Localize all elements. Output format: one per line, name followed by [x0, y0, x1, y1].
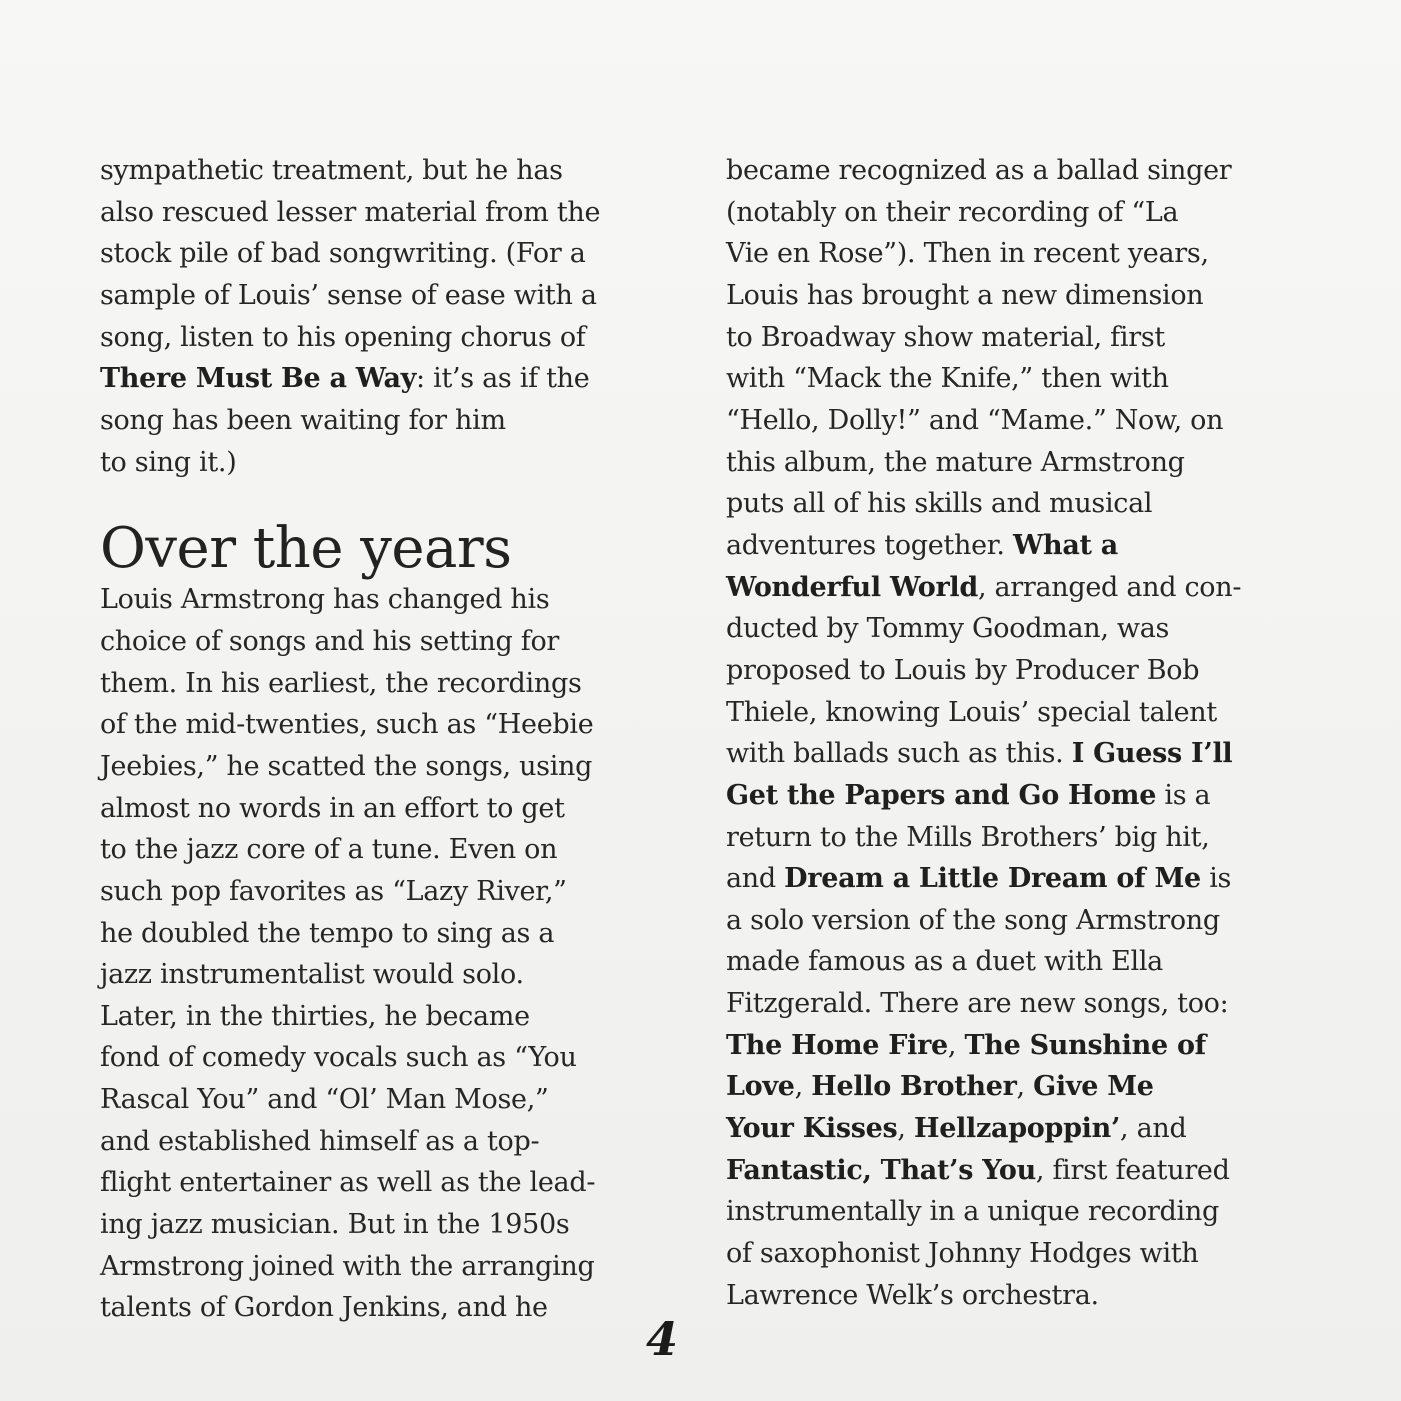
- right-paragraph-1-line: Lawrence Welk’s orchestra.: [726, 1279, 1099, 1311]
- left-paragraph-2-line: Rascal You” and “Ol’ Man Mose,”: [100, 1084, 549, 1116]
- left-paragraph-2-line: he doubled the tempo to sing as a: [100, 917, 555, 949]
- right-column: [726, 150, 1281, 1316]
- left-paragraph-2-line: Armstrong joined with the arranging: [100, 1250, 595, 1282]
- right-paragraph-1-line: The Home Fire, The Sunshine of: [726, 1029, 1206, 1061]
- right-paragraph-1-line: (notably on their recording of “La: [726, 196, 1179, 228]
- left-paragraph-2-line: ing jazz musician. But in the 1950s: [100, 1209, 570, 1241]
- right-paragraph-1-line: puts all of his skills and musical: [726, 488, 1153, 520]
- right-paragraph-1: [726, 150, 1281, 1316]
- song-title: I Guess I’ll: [1071, 738, 1233, 770]
- left-paragraph-1-line: stock pile of bad songwriting. (For a: [100, 238, 586, 270]
- right-paragraph-1-line: Get the Papers and Go Home is a: [726, 779, 1211, 811]
- left-paragraph-1: [100, 150, 645, 483]
- left-paragraph-2-line: them. In his earliest, the recordings: [100, 667, 582, 699]
- right-paragraph-1-line: proposed to Louis by Producer Bob: [726, 654, 1200, 686]
- song-title: The Home Fire: [726, 1029, 948, 1061]
- right-paragraph-1-line: “Hello, Dolly!” and “Mame.” Now, on: [726, 404, 1224, 436]
- song-title: Get the Papers and Go Home: [726, 779, 1157, 811]
- right-paragraph-1-line: Vie en Rose”). Then in recent years,: [726, 238, 1209, 270]
- song-title: Wonderful World: [726, 571, 978, 603]
- left-paragraph-2-line: choice of songs and his setting for: [100, 625, 560, 657]
- right-paragraph-1-line: Your Kisses, Hellzapoppin’, and: [726, 1113, 1187, 1145]
- right-paragraph-1-line: Fitzgerald. There are new songs, too:: [726, 988, 1229, 1020]
- song-title: What a: [1012, 529, 1118, 561]
- song-title: Your Kisses: [726, 1113, 898, 1145]
- song-title: Fantastic, That’s You: [726, 1154, 1036, 1186]
- right-paragraph-1-line: this album, the mature Armstrong: [726, 446, 1185, 478]
- left-paragraph-1-line: song, listen to his opening chorus of: [100, 321, 586, 353]
- right-paragraph-1-line: and Dream a Little Dream of Me is: [726, 863, 1232, 895]
- right-paragraph-1-line: Louis has brought a new dimension: [726, 279, 1204, 311]
- left-paragraph-1-line: song has been waiting for him: [100, 404, 506, 436]
- right-paragraph-1-line: adventures together. What a: [726, 529, 1118, 561]
- left-paragraph-2-line: Later, in the thirties, he became: [100, 1000, 530, 1032]
- left-paragraph-2-line: such pop favorites as “Lazy River,”: [100, 875, 567, 907]
- right-paragraph-1-line: with ballads such as this. I Guess I’ll: [726, 738, 1233, 770]
- left-paragraph-1-line: sample of Louis’ sense of ease with a: [100, 279, 597, 311]
- song-title: There Must Be a Way: [100, 363, 417, 395]
- left-paragraph-2-line: to the jazz core of a tune. Even on: [100, 834, 558, 866]
- left-paragraph-1-line: sympathetic treatment, but he has: [100, 155, 563, 186]
- left-paragraph-2-line: jazz instrumentalist would solo.: [100, 959, 524, 991]
- left-paragraph-2-line: talents of Gordon Jenkins, and he: [100, 1292, 548, 1324]
- right-paragraph-1-line: of saxophonist Johnny Hodges with: [726, 1238, 1199, 1270]
- right-paragraph-1-line: instrumentally in a unique recording: [726, 1196, 1219, 1228]
- right-paragraph-1-line: made famous as a duet with Ella: [726, 946, 1163, 978]
- left-paragraph-1-line: to sing it.): [100, 446, 237, 478]
- left-paragraph-1-line: There Must Be a Way: it’s as if the: [100, 363, 590, 395]
- page-number: 4: [646, 1312, 679, 1366]
- left-paragraph-2-line: flight entertainer as well as the lead-: [100, 1167, 596, 1199]
- right-paragraph-1-line: a solo version of the song Armstrong: [726, 904, 1220, 936]
- song-title: Hello Brother: [811, 1071, 1017, 1103]
- right-paragraph-1-line: ducted by Tommy Goodman, was: [726, 613, 1170, 645]
- right-paragraph-1-line: to Broadway show material, first: [726, 321, 1165, 353]
- left-paragraph-2-line: almost no words in an effort to get: [100, 792, 565, 824]
- song-title: Give Me: [1033, 1071, 1154, 1103]
- song-title: The Sunshine of: [964, 1029, 1206, 1061]
- song-title: Hellzapoppin’: [913, 1113, 1121, 1145]
- right-paragraph-1-line: Fantastic, That’s You, first featured: [726, 1154, 1230, 1186]
- song-title: Dream a Little Dream of Me: [784, 863, 1201, 895]
- section-heading: Over the years: [100, 516, 512, 582]
- left-paragraph-2-line: Jeebies,” he scatted the songs, using: [100, 750, 593, 782]
- right-paragraph-1-line: Thiele, knowing Louis’ special talent: [726, 696, 1217, 728]
- song-title: Love: [726, 1071, 795, 1103]
- right-paragraph-1-line: Love, Hello Brother, Give Me: [726, 1071, 1154, 1103]
- right-paragraph-1-line: became recognized as a ballad singer: [726, 155, 1232, 186]
- left-paragraph-2-line: Louis Armstrong has changed his: [100, 584, 550, 616]
- left-paragraph-2: [100, 579, 645, 1329]
- left-paragraph-2-line: and established himself as a top-: [100, 1125, 540, 1157]
- right-paragraph-1-line: Wonderful World, arranged and con-: [726, 571, 1242, 603]
- left-column: [100, 150, 645, 1329]
- right-paragraph-1-line: with “Mack the Knife,” then with: [726, 363, 1169, 395]
- left-paragraph-2-line: of the mid-twenties, such as “Heebie: [100, 709, 594, 741]
- left-paragraph-1-line: also rescued lesser material from the: [100, 196, 601, 228]
- right-paragraph-1-line: return to the Mills Brothers’ big hit,: [726, 821, 1210, 853]
- left-paragraph-2-line: fond of comedy vocals such as “You: [100, 1042, 577, 1074]
